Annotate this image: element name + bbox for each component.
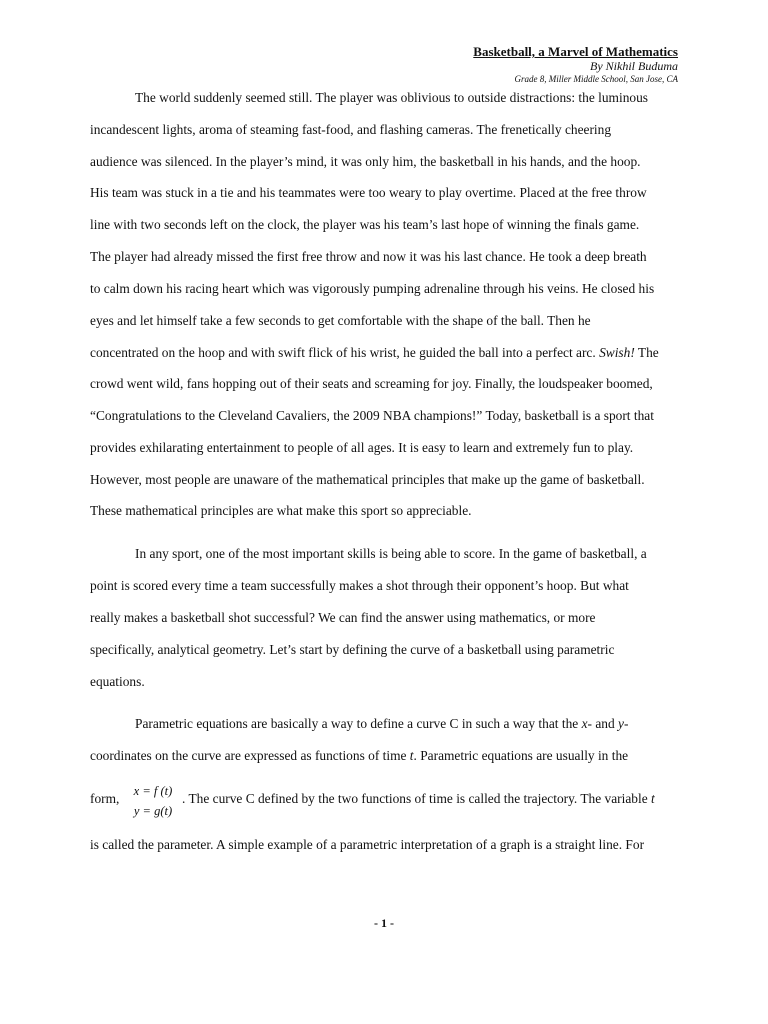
text-line <box>182 791 655 807</box>
text-line: These mathematical principles are what make this sport so appreciable. <box>90 503 472 518</box>
document-title: Basketball, a Marvel of Mathematics <box>473 44 678 59</box>
text-line: is called the parameter. A simple example of a parametric interpretation of a graph is a straight line. For <box>90 837 645 852</box>
text-segment: - and <box>587 716 615 731</box>
text-line: However, most people are unaware of the mathematical principles that make up the game of basketball. <box>90 472 645 487</box>
text-segment: . The curve C defined by the two functions of time is called the trajectory. The variable <box>182 791 648 806</box>
text-line: really makes a basketball shot successful? We can find the answer using mathematics, or more <box>90 610 596 625</box>
text-line: In any sport, one of the most important skills is being able to score. In the game of basketball, a <box>135 546 647 561</box>
text-line <box>90 748 628 764</box>
text-line: equations. <box>90 674 145 689</box>
text-segment: coordinates on the curve are expressed as functions of time <box>90 748 407 763</box>
text-segment: . Parametric equations are usually in the <box>413 748 629 763</box>
text-line: line with two seconds left on the clock, the player was his team’s last hope of winning the finals game. <box>90 217 640 232</box>
math-variable-x: x <box>581 716 588 731</box>
text-line <box>90 791 119 807</box>
equation-y: y = g(t) <box>133 804 173 818</box>
text-line: “Congratulations to the Cleveland Cavaliers, the 2009 NBA champions!” Today, basketball is a sport that <box>90 408 654 423</box>
text-segment: Parametric equations are basically a way to define a curve C in such a way that the <box>135 716 579 731</box>
author-byline: By Nikhil Buduma <box>590 59 678 73</box>
document-header <box>473 44 678 85</box>
math-variable-t: t <box>409 748 414 763</box>
text-line: His team was stuck in a tie and his teammates were too weary to play overtime. Placed at the free throw <box>90 185 647 200</box>
math-variable-y: y <box>618 716 624 731</box>
text-line-tail: The <box>637 345 659 360</box>
text-line: eyes and let himself take a few seconds to get comfortable with the shape of the ball. Then he <box>90 313 591 328</box>
text-line <box>135 716 628 732</box>
text-line: crowd went wild, fans hopping out of their seats and screaming for joy. Finally, the loudspeaker boomed, <box>90 376 653 391</box>
text-line: point is scored every time a team successfully makes a shot through their opponent’s hoop. But what <box>90 578 629 593</box>
text-line: audience was silenced. In the player’s mind, it was only him, the basketball in his hands, and the hoop. <box>90 154 641 169</box>
text-segment: form, <box>90 791 120 806</box>
parametric-equation <box>125 781 181 821</box>
text-segment: - <box>624 716 629 731</box>
text-line: The player had already missed the first free throw and now it was his last chance. He took a deep breath <box>90 249 647 264</box>
equation-x: x = f (t) <box>133 784 173 798</box>
author-affiliation: Grade 8, Miller Middle School, San Jose, CA <box>514 74 678 84</box>
text-line: specifically, analytical geometry. Let’s start by defining the curve of a basketball using parametric <box>90 642 615 657</box>
math-variable-t: t <box>651 791 655 806</box>
text-line: to calm down his racing heart which was vigorously pumping adrenaline through his veins. He closed his <box>90 281 655 296</box>
text-line-main: concentrated on the hoop and with swift flick of his wrist, he guided the ball into a perfect arc. <box>90 345 596 360</box>
page-number: - 1 - <box>374 916 394 930</box>
emphasis-swish: Swish! <box>599 345 635 360</box>
text-line: incandescent lights, aroma of steaming fast-food, and flashing cameras. The frenetically cheering <box>90 122 612 137</box>
text-line: The world suddenly seemed still. The player was oblivious to outside distractions: the luminous <box>135 90 648 105</box>
text-line <box>90 345 659 361</box>
text-line: provides exhilarating entertainment to people of all ages. It is easy to learn and extremely fun to play. <box>90 440 634 455</box>
